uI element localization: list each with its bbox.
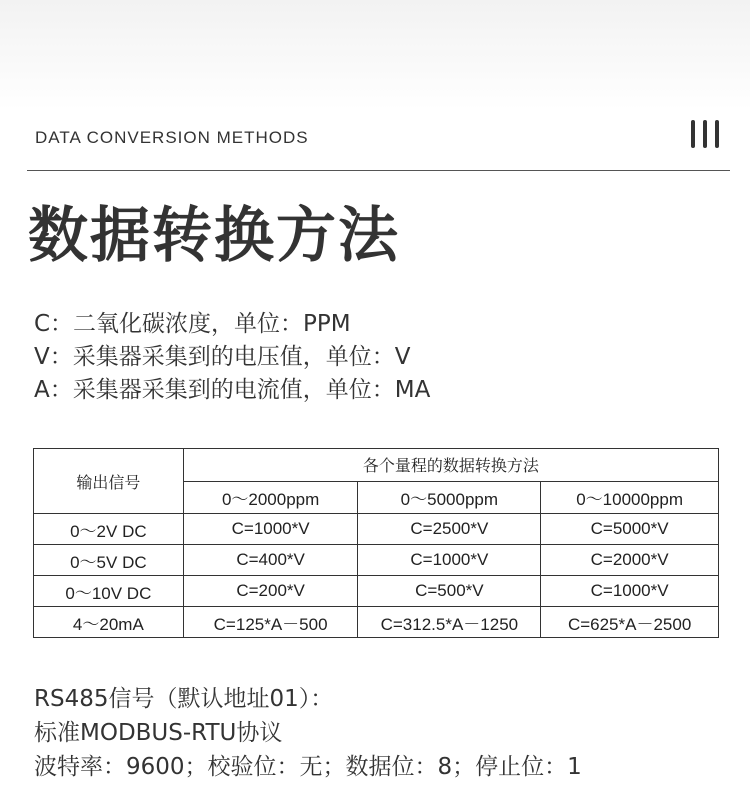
formula-cell: C=1000*V	[541, 576, 719, 607]
formula-cell: C=625*A－2500	[541, 607, 719, 638]
table-row	[34, 607, 719, 638]
conversion-table	[33, 448, 719, 638]
formula-cell: C=312.5*A－1250	[358, 607, 541, 638]
formula-cell: C=2000*V	[541, 545, 719, 576]
range-header: 0～2000ppm	[183, 481, 358, 514]
rs485-line: RS485信号（默认地址01）：	[34, 686, 334, 712]
range-header: 0～10000ppm	[541, 481, 719, 514]
formula-cell: C=125*A－500	[183, 607, 358, 638]
header-background	[0, 0, 750, 110]
formula-cell: C=500*V	[358, 576, 541, 607]
table-row	[34, 576, 719, 607]
description-line: A：采集器采集到的电流值，单位：MA	[34, 377, 431, 403]
formula-cell: C=1000*V	[183, 514, 358, 545]
formula-cell: C=2500*V	[358, 514, 541, 545]
description-line: V：采集器采集到的电压值，单位：V	[34, 344, 411, 370]
formula-cell: C=1000*V	[358, 545, 541, 576]
page-title: 数据转换方法	[28, 201, 400, 271]
range-header: 0～5000ppm	[358, 481, 541, 514]
description-list	[34, 308, 430, 407]
rs485-info	[34, 682, 582, 784]
serial-params-line: 波特率：9600；校验位：无；数据位：8；停止位：1	[34, 754, 582, 780]
conversion-group-header: 各个量程的数据转换方法	[183, 449, 718, 482]
formula-cell: C=5000*V	[541, 514, 719, 545]
signal-cell: 0～5V DC	[34, 545, 184, 576]
table-row	[34, 545, 719, 576]
output-signal-header: 输出信号	[34, 449, 184, 514]
section-label: DATA CONVERSION METHODS	[35, 128, 309, 147]
signal-cell: 0～10V DC	[34, 576, 184, 607]
bars-icon	[690, 120, 720, 148]
formula-cell: C=200*V	[183, 576, 358, 607]
table-header-row	[34, 449, 719, 482]
description-line: C：二氧化碳浓度，单位：PPM	[34, 311, 351, 337]
signal-cell: 0～2V DC	[34, 514, 184, 545]
formula-cell: C=400*V	[183, 545, 358, 576]
table-row	[34, 514, 719, 545]
divider	[27, 170, 730, 171]
signal-cell: 4～20mA	[34, 607, 184, 638]
protocol-line: 标准MODBUS-RTU协议	[34, 720, 283, 746]
